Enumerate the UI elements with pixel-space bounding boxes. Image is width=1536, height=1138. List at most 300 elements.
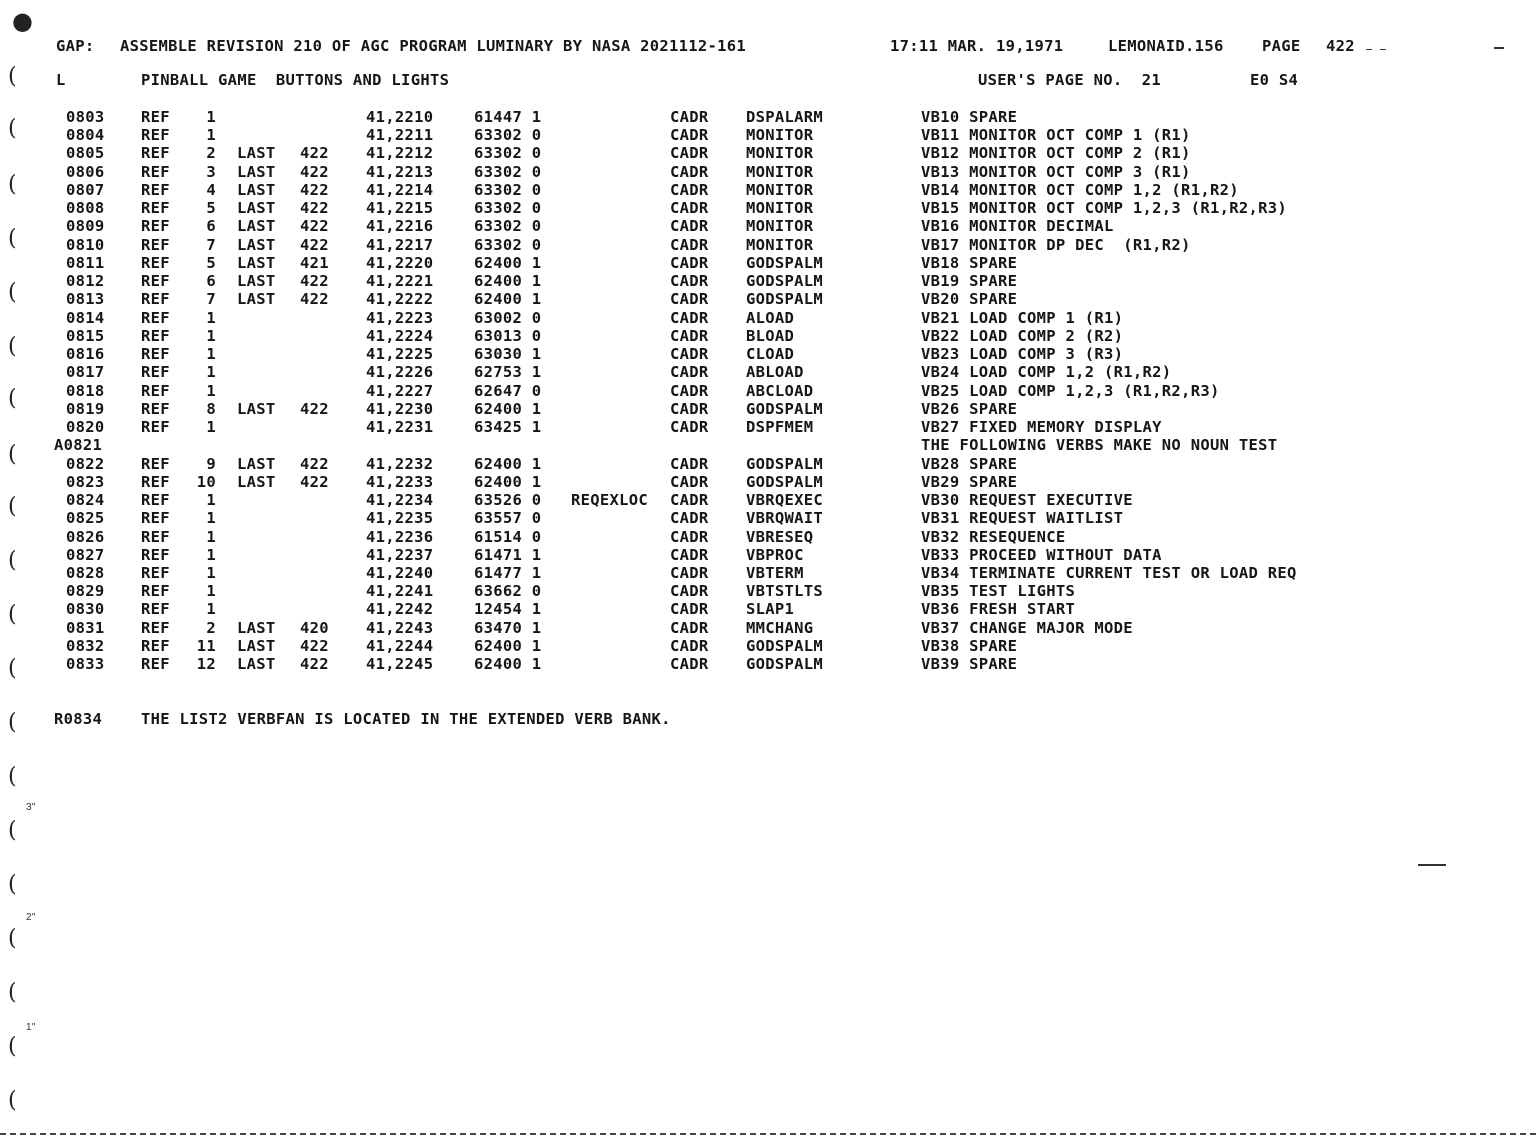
octal-word: 63302 0 <box>474 217 542 236</box>
ref-count: 3 <box>206 162 216 181</box>
opcode: CADR <box>670 564 709 582</box>
last-keyword: LAST <box>237 636 276 655</box>
margin-ruler-mark: 3" <box>26 802 36 813</box>
opcode: CADR <box>670 326 709 345</box>
line-number: 0803 <box>66 108 105 126</box>
operand: CLOAD <box>746 345 795 364</box>
line-number: 0809 <box>66 217 105 236</box>
table-row <box>0 163 1536 181</box>
table-row <box>0 345 1536 363</box>
ref-count: 7 <box>206 290 216 309</box>
octal-word: 61471 1 <box>474 545 542 564</box>
line-number: 0827 <box>66 545 105 564</box>
operand: GODSPALM <box>746 655 824 674</box>
operand: GODSPALM <box>746 290 824 309</box>
address: 41,2220 <box>366 253 434 272</box>
operand: DSPFMEM <box>746 418 814 437</box>
operand: MONITOR <box>746 217 814 236</box>
table-row <box>0 290 1536 308</box>
last-page: 422 <box>300 180 329 199</box>
last-keyword: LAST <box>237 235 276 254</box>
comment: VB35 TEST LIGHTS <box>921 582 1076 601</box>
last-page: 420 <box>300 618 329 637</box>
comment: VB33 PROCEED WITHOUT DATA <box>921 545 1162 564</box>
section-title: PINBALL GAME BUTTONS AND LIGHTS <box>141 71 450 89</box>
ref-count: 1 <box>206 600 216 619</box>
last-page: 422 <box>300 162 329 181</box>
octal-word: 62400 1 <box>474 290 542 309</box>
ref-count: 1 <box>206 509 216 528</box>
last-page: 422 <box>300 454 329 473</box>
opcode: CADR <box>670 545 709 564</box>
operand: GODSPALM <box>746 272 824 291</box>
ref-count: 1 <box>206 582 216 601</box>
address: 41,2230 <box>366 399 434 418</box>
opcode: CADR <box>670 472 709 491</box>
opcode: CADR <box>670 180 709 199</box>
line-number: 0826 <box>66 527 105 546</box>
punch-hole-icon: ( <box>8 818 17 843</box>
ref-count: 1 <box>206 491 216 510</box>
operand: VBRESEQ <box>746 527 814 546</box>
line-number: 0820 <box>66 418 105 437</box>
line-number: 0828 <box>66 564 105 582</box>
comment: VB12 MONITOR OCT COMP 2 (R1) <box>921 144 1191 163</box>
comment: VB19 SPARE <box>921 272 1018 291</box>
address: 41,2244 <box>366 636 434 655</box>
ref-count: 1 <box>206 381 216 400</box>
line-number: 0822 <box>66 454 105 473</box>
comment: VB10 SPARE <box>921 108 1018 126</box>
line-number: 0829 <box>66 582 105 601</box>
octal-word: 63470 1 <box>474 618 542 637</box>
address: 41,2235 <box>366 509 434 528</box>
last-keyword: LAST <box>237 162 276 181</box>
scan-mark <box>1418 864 1446 866</box>
address: 41,2234 <box>366 491 434 510</box>
ref-keyword: REF <box>141 308 170 327</box>
header-page-number: 422 <box>1326 37 1355 55</box>
comment: VB11 MONITOR OCT COMP 1 (R1) <box>921 126 1191 145</box>
page-title: ASSEMBLE REVISION 210 OF AGC PROGRAM LUMINARY BY NASA 2021112-161 <box>120 37 747 55</box>
comment: VB17 MONITOR DP DEC (R1,R2) <box>921 235 1191 254</box>
octal-word: 61514 0 <box>474 527 542 546</box>
symbol-label: REQEXLOC <box>571 491 649 510</box>
punch-hole-icon: ( <box>8 764 17 789</box>
operand: GODSPALM <box>746 454 824 473</box>
ref-keyword: REF <box>141 545 170 564</box>
octal-word: 63302 0 <box>474 126 542 145</box>
octal-word: 62753 1 <box>474 363 542 382</box>
ref-keyword: REF <box>141 454 170 473</box>
opcode: CADR <box>670 217 709 236</box>
table-row <box>0 509 1536 527</box>
ref-keyword: REF <box>141 381 170 400</box>
punch-hole-icon: ( <box>8 1088 17 1113</box>
table-row <box>0 327 1536 345</box>
last-keyword: LAST <box>237 199 276 218</box>
opcode: CADR <box>670 491 709 510</box>
ref-count: 1 <box>206 326 216 345</box>
line-number: 0815 <box>66 326 105 345</box>
table-row <box>0 600 1536 618</box>
line-number: 0808 <box>66 199 105 218</box>
opcode: CADR <box>670 290 709 309</box>
last-keyword: LAST <box>237 272 276 291</box>
octal-word: 62400 1 <box>474 454 542 473</box>
octal-word: 63425 1 <box>474 418 542 437</box>
ref-keyword: REF <box>141 509 170 528</box>
operand: MONITOR <box>746 126 814 145</box>
ref-keyword: REF <box>141 199 170 218</box>
table-row <box>0 655 1536 673</box>
table-row <box>0 582 1536 600</box>
remark-text: THE LIST2 VERBFAN IS LOCATED IN THE EXTENDED VERB BANK. <box>141 710 671 728</box>
address: 41,2214 <box>366 180 434 199</box>
opcode: CADR <box>670 235 709 254</box>
header-timestamp: 17:11 MAR. 19,1971 <box>890 37 1064 55</box>
ref-count: 5 <box>206 253 216 272</box>
scan-mark <box>1494 47 1504 49</box>
address: 41,2213 <box>366 162 434 181</box>
line-number: 0806 <box>66 162 105 181</box>
ref-keyword: REF <box>141 399 170 418</box>
last-page: 422 <box>300 290 329 309</box>
ref-keyword: REF <box>141 272 170 291</box>
opcode: CADR <box>670 636 709 655</box>
address: 41,2233 <box>366 472 434 491</box>
ref-keyword: REF <box>141 564 170 582</box>
line-number: 0831 <box>66 618 105 637</box>
comment: VB38 SPARE <box>921 636 1018 655</box>
punch-hole-icon: ( <box>8 494 17 519</box>
comment: VB29 SPARE <box>921 472 1018 491</box>
opcode: CADR <box>670 126 709 145</box>
opcode: CADR <box>670 418 709 437</box>
last-keyword: LAST <box>237 144 276 163</box>
octal-word: 62400 1 <box>474 399 542 418</box>
table-row <box>0 199 1536 217</box>
operand: MONITOR <box>746 144 814 163</box>
ref-count: 1 <box>206 527 216 546</box>
scan-mark <box>1380 49 1386 50</box>
line-number: 0823 <box>66 472 105 491</box>
octal-word: 62400 1 <box>474 253 542 272</box>
octal-word: 63526 0 <box>474 491 542 510</box>
comment: VB23 LOAD COMP 3 (R3) <box>921 345 1124 364</box>
last-page: 422 <box>300 655 329 674</box>
line-number: 0814 <box>66 308 105 327</box>
octal-word: 62400 1 <box>474 655 542 674</box>
last-page: 422 <box>300 199 329 218</box>
ref-count: 6 <box>206 272 216 291</box>
octal-word: 63030 1 <box>474 345 542 364</box>
address: 41,2226 <box>366 363 434 382</box>
ref-count: 6 <box>206 217 216 236</box>
address: 41,2236 <box>366 527 434 546</box>
octal-word: 63013 0 <box>474 326 542 345</box>
ref-keyword: REF <box>141 253 170 272</box>
comment: VB36 FRESH START <box>921 600 1076 619</box>
punch-hole-icon: ( <box>8 386 17 411</box>
octal-word: 63302 0 <box>474 235 542 254</box>
header-file: LEMONAID.156 <box>1108 37 1224 55</box>
line-number: 0805 <box>66 144 105 163</box>
remark-line-number: R0834 <box>54 710 103 728</box>
table-row <box>0 144 1536 162</box>
line-number: 0819 <box>66 399 105 418</box>
ref-count: 1 <box>206 126 216 145</box>
octal-word: 12454 1 <box>474 600 542 619</box>
ref-keyword: REF <box>141 217 170 236</box>
last-page: 422 <box>300 217 329 236</box>
line-number: 0812 <box>66 272 105 291</box>
punch-hole-icon: ● <box>12 6 34 35</box>
comment: VB15 MONITOR OCT COMP 1,2,3 (R1,R2,R3) <box>921 199 1288 218</box>
operand: ABCLOAD <box>746 381 814 400</box>
last-page: 422 <box>300 399 329 418</box>
address: 41,2222 <box>366 290 434 309</box>
octal-word: 61477 1 <box>474 564 542 582</box>
address: 41,2243 <box>366 618 434 637</box>
address: 41,2227 <box>366 381 434 400</box>
operand: GODSPALM <box>746 472 824 491</box>
opcode: CADR <box>670 655 709 674</box>
table-row <box>0 126 1536 144</box>
table-row <box>0 546 1536 564</box>
ref-count: 1 <box>206 345 216 364</box>
last-page: 422 <box>300 144 329 163</box>
last-keyword: LAST <box>237 655 276 674</box>
operand: MONITOR <box>746 199 814 218</box>
punch-hole-icon: ( <box>8 710 17 735</box>
page-bottom-edge <box>0 1133 1536 1135</box>
operand: MONITOR <box>746 235 814 254</box>
ref-keyword: REF <box>141 126 170 145</box>
table-row <box>0 473 1536 491</box>
address: 41,2215 <box>366 199 434 218</box>
octal-word: 62647 0 <box>474 381 542 400</box>
octal-word: 63302 0 <box>474 162 542 181</box>
punch-hole-icon: ( <box>8 980 17 1005</box>
operand: MONITOR <box>746 162 814 181</box>
operand: VBTSTLTS <box>746 582 824 601</box>
punch-hole-icon: ( <box>8 656 17 681</box>
opcode: CADR <box>670 618 709 637</box>
punch-hole-icon: ( <box>8 872 17 897</box>
line-number: A0821 <box>54 436 103 455</box>
operand: ALOAD <box>746 308 795 327</box>
octal-word: 63302 0 <box>474 199 542 218</box>
comment: VB24 LOAD COMP 1,2 (R1,R2) <box>921 363 1172 382</box>
opcode: CADR <box>670 345 709 364</box>
table-row <box>0 309 1536 327</box>
table-row <box>0 400 1536 418</box>
table-row <box>0 236 1536 254</box>
ref-keyword: REF <box>141 618 170 637</box>
table-row <box>0 254 1536 272</box>
line-number: 0817 <box>66 363 105 382</box>
last-keyword: LAST <box>237 454 276 473</box>
comment: VB30 REQUEST EXECUTIVE <box>921 491 1133 510</box>
address: 41,2232 <box>366 454 434 473</box>
line-number: 0832 <box>66 636 105 655</box>
line-number: 0810 <box>66 235 105 254</box>
table-row <box>0 619 1536 637</box>
operand: VBRQEXEC <box>746 491 824 510</box>
ref-count: 1 <box>206 108 216 126</box>
opcode: CADR <box>670 108 709 126</box>
punch-hole-icon: ( <box>8 442 17 467</box>
address: 41,2225 <box>366 345 434 364</box>
scan-mark <box>1366 49 1372 50</box>
last-keyword: LAST <box>237 253 276 272</box>
table-row <box>0 637 1536 655</box>
address: 41,2221 <box>366 272 434 291</box>
line-number: 0816 <box>66 345 105 364</box>
comment: VB14 MONITOR OCT COMP 1,2 (R1,R2) <box>921 180 1239 199</box>
table-row <box>0 108 1536 126</box>
punch-hole-icon: ( <box>8 280 17 305</box>
opcode: CADR <box>670 308 709 327</box>
comment: VB34 TERMINATE CURRENT TEST OR LOAD REQ <box>921 564 1297 582</box>
line-number: 0813 <box>66 290 105 309</box>
address: 41,2224 <box>366 326 434 345</box>
operand: MONITOR <box>746 180 814 199</box>
ref-keyword: REF <box>141 418 170 437</box>
punch-hole-icon: ( <box>8 116 17 141</box>
ref-count: 2 <box>206 144 216 163</box>
ref-keyword: REF <box>141 527 170 546</box>
opcode: CADR <box>670 381 709 400</box>
address: 41,2212 <box>366 144 434 163</box>
octal-word: 63002 0 <box>474 308 542 327</box>
address: 41,2231 <box>366 418 434 437</box>
address: 41,2211 <box>366 126 434 145</box>
line-number: 0825 <box>66 509 105 528</box>
line-number: 0830 <box>66 600 105 619</box>
last-page: 422 <box>300 272 329 291</box>
comment: VB25 LOAD COMP 1,2,3 (R1,R2,R3) <box>921 381 1220 400</box>
last-page: 422 <box>300 235 329 254</box>
ref-keyword: REF <box>141 600 170 619</box>
line-number: 0807 <box>66 180 105 199</box>
octal-word: 62400 1 <box>474 636 542 655</box>
octal-word: 63302 0 <box>474 180 542 199</box>
octal-word: 61447 1 <box>474 108 542 126</box>
ref-count: 1 <box>206 564 216 582</box>
table-row <box>0 528 1536 546</box>
operand: GODSPALM <box>746 636 824 655</box>
opcode: CADR <box>670 454 709 473</box>
table-row <box>0 564 1536 582</box>
subheader-log: L <box>56 71 66 89</box>
octal-word: 62400 1 <box>474 272 542 291</box>
punch-hole-icon: ( <box>8 172 17 197</box>
last-page: 421 <box>300 253 329 272</box>
ref-count: 12 <box>196 655 216 674</box>
line-number: 0833 <box>66 655 105 674</box>
octal-word: 63557 0 <box>474 509 542 528</box>
sector-code: E0 S4 <box>1250 71 1299 89</box>
ref-keyword: REF <box>141 180 170 199</box>
ref-keyword: REF <box>141 326 170 345</box>
punch-hole-icon: ( <box>8 1034 17 1059</box>
margin-ruler-mark: 2" <box>26 912 36 923</box>
ref-count: 1 <box>206 545 216 564</box>
comment: VB18 SPARE <box>921 253 1018 272</box>
address: 41,2210 <box>366 108 434 126</box>
opcode: CADR <box>670 509 709 528</box>
comment: VB20 SPARE <box>921 290 1018 309</box>
address: 41,2240 <box>366 564 434 582</box>
table-row <box>0 363 1536 381</box>
last-keyword: LAST <box>237 217 276 236</box>
comment: VB13 MONITOR OCT COMP 3 (R1) <box>921 162 1191 181</box>
header-page-label: PAGE <box>1262 37 1301 55</box>
comment: VB28 SPARE <box>921 454 1018 473</box>
last-keyword: LAST <box>237 472 276 491</box>
ref-count: 1 <box>206 308 216 327</box>
operand: ABLOAD <box>746 363 804 382</box>
last-page: 422 <box>300 472 329 491</box>
octal-word: 63302 0 <box>474 144 542 163</box>
ref-keyword: REF <box>141 363 170 382</box>
ref-count: 7 <box>206 235 216 254</box>
comment: VB21 LOAD COMP 1 (R1) <box>921 308 1124 327</box>
ref-keyword: REF <box>141 108 170 126</box>
opcode: CADR <box>670 527 709 546</box>
table-row <box>0 181 1536 199</box>
last-keyword: LAST <box>237 399 276 418</box>
ref-count: 10 <box>196 472 216 491</box>
address: 41,2242 <box>366 600 434 619</box>
opcode: CADR <box>670 399 709 418</box>
punch-hole-icon: ( <box>8 602 17 627</box>
comment: VB22 LOAD COMP 2 (R2) <box>921 326 1124 345</box>
operand: VBTERM <box>746 564 804 582</box>
last-page: 422 <box>300 636 329 655</box>
opcode: CADR <box>670 199 709 218</box>
comment: VB26 SPARE <box>921 399 1018 418</box>
operand: DSPALARM <box>746 108 824 126</box>
operand: MMCHANG <box>746 618 814 637</box>
opcode: CADR <box>670 582 709 601</box>
operand: BLOAD <box>746 326 795 345</box>
address: 41,2237 <box>366 545 434 564</box>
table-row <box>0 491 1536 509</box>
operand: VBPROC <box>746 545 804 564</box>
opcode: CADR <box>670 600 709 619</box>
opcode: CADR <box>670 162 709 181</box>
ref-keyword: REF <box>141 491 170 510</box>
octal-word: 63662 0 <box>474 582 542 601</box>
table-row <box>0 382 1536 400</box>
address: 41,2241 <box>366 582 434 601</box>
table-row <box>0 455 1536 473</box>
table-row <box>0 418 1536 436</box>
punch-hole-icon: ( <box>8 548 17 573</box>
table-row <box>0 217 1536 235</box>
line-number: 0818 <box>66 381 105 400</box>
address: 41,2223 <box>366 308 434 327</box>
line-number: 0804 <box>66 126 105 145</box>
ref-keyword: REF <box>141 162 170 181</box>
address: 41,2216 <box>366 217 434 236</box>
punch-hole-icon: ( <box>8 334 17 359</box>
comment: VB39 SPARE <box>921 655 1018 674</box>
operand: VBRQWAIT <box>746 509 824 528</box>
